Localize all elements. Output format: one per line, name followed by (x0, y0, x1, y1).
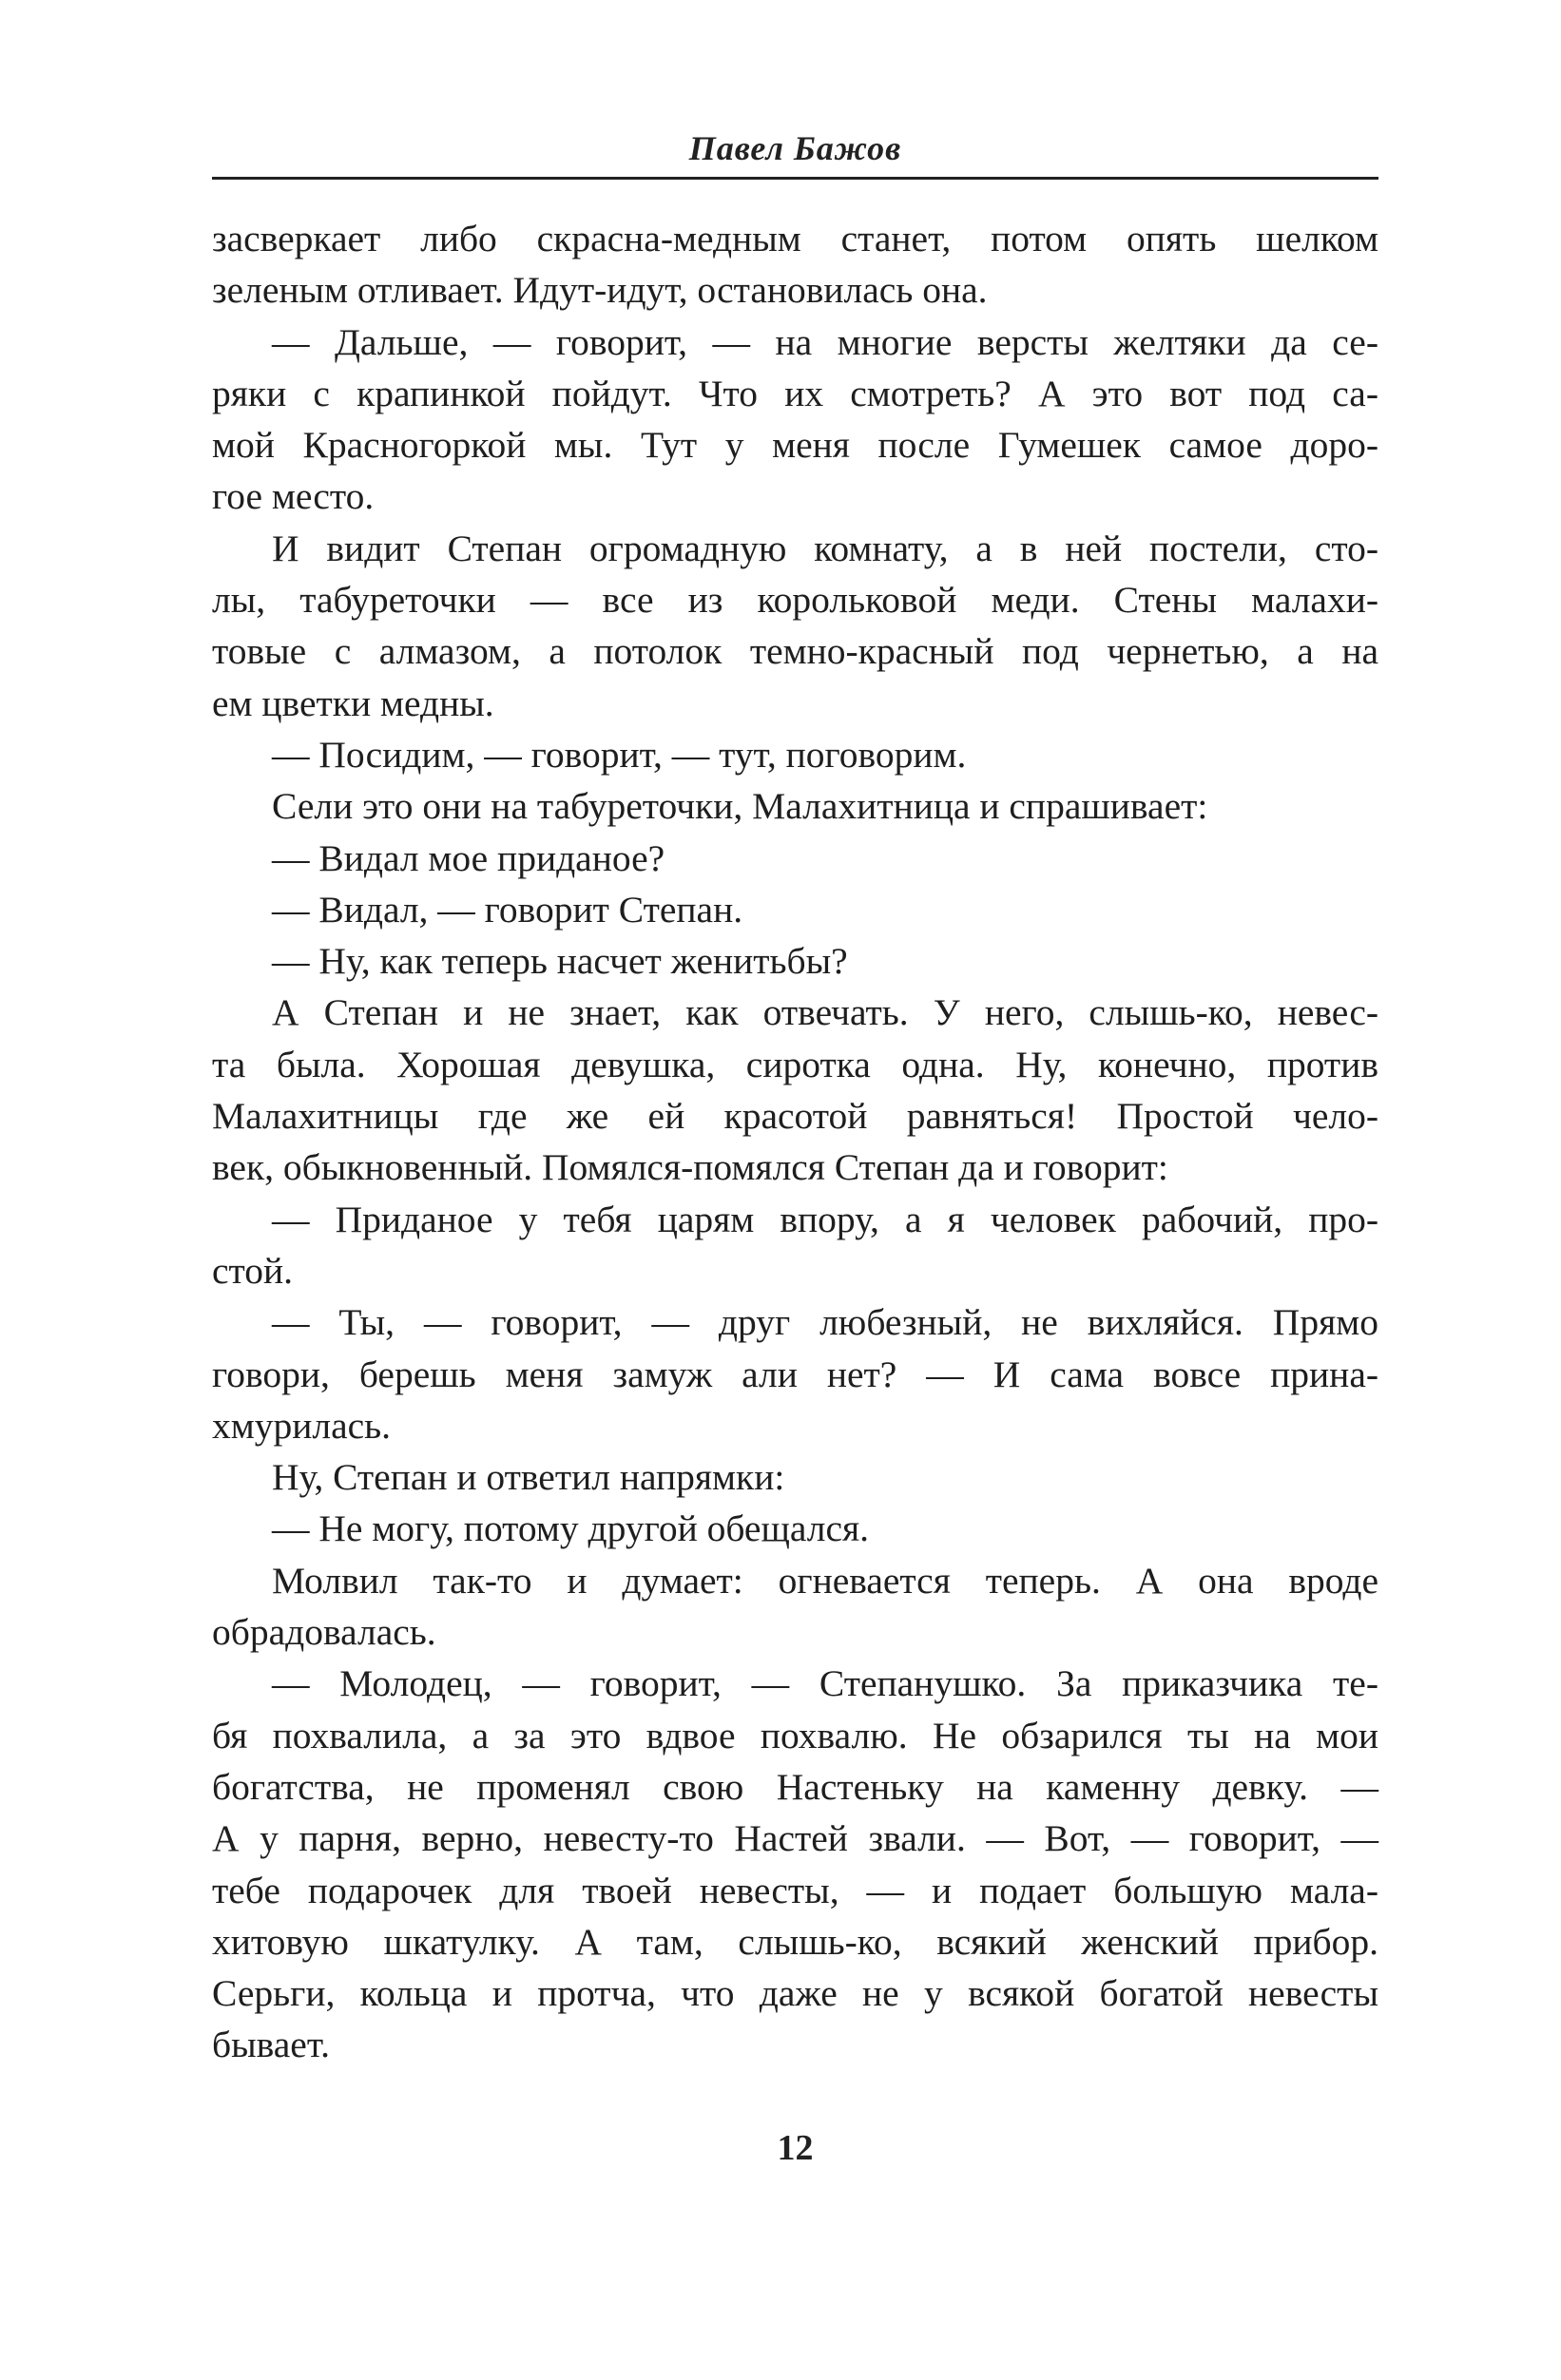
page-number: 12 (777, 2128, 814, 2168)
text-line: — Дальше, — говорит, — на многие версты желтяки да се- (272, 320, 1378, 363)
text-line: бя похвалила, а за это вдвое похвалю. Не обзарился ты на мои (212, 1714, 1378, 1756)
header-rule (212, 177, 1378, 180)
text-line: бывает. (212, 2024, 330, 2066)
body-text (212, 213, 1378, 2071)
text-line: — Не могу, потому другой обещался. (272, 1507, 870, 1550)
text-line: Серьги, кольца и протча, что даже не у всякой богатой невесты (212, 1972, 1378, 2015)
text-line: богатства, не променял свою Настеньку на каменну девку. — (212, 1765, 1378, 1808)
text-line: Малахитницы где же ей красотой равняться! Простой чело- (212, 1095, 1378, 1138)
text-line: А у парня, верно, невесту-то Настей звали. — Вот, — говорит, — (212, 1817, 1378, 1860)
text-line: обрадовалась. (212, 1611, 436, 1654)
text-line: гое место. (212, 475, 375, 518)
text-line: стой. (212, 1249, 294, 1292)
text-line: та была. Хорошая девушка, сиротка одна. Ну, конечно, против (212, 1043, 1378, 1085)
text-line: — Ну, как теперь насчет женитьбы? (272, 940, 848, 983)
text-line: Ну, Степан и ответил напрямки: (272, 1456, 785, 1499)
text-line: тебе подарочек для твоей невесты, — и подает большую мала- (212, 1869, 1378, 1911)
text-line: — Видал, — говорит Степан. (272, 888, 743, 931)
text-line: И видит Степан огромадную комнату, а в ней постели, сто- (272, 527, 1378, 569)
text-line: говори, берешь меня замуж али нет? — И сама вовсе прина- (212, 1353, 1378, 1395)
text-line: мой Красногоркой мы. Тут у меня после Гумешек самое доро- (212, 424, 1378, 467)
text-line: засверкает либо скрасна-медным станет, потом опять шелком (212, 218, 1378, 259)
text-line: — Посидим, — говорит, — тут, поговорим. (272, 733, 967, 776)
text-line: хмурилась. (212, 1404, 392, 1447)
text-line: век, обыкновенный. Помялся-помялся Степан да и говорит: (212, 1146, 1168, 1189)
text-line: А Степан и не знает, как отвечать. У него, слышь-ко, невес- (272, 991, 1378, 1034)
text-line: хитовую шкатулку. А там, слышь-ко, всякий женский прибор. (212, 1920, 1378, 1963)
text-line: — Видал мое приданое? (272, 836, 665, 879)
running-head: Павел Бажов (688, 129, 902, 167)
text-line: Молвил так-то и думает: огневается теперь. А она вроде (272, 1559, 1378, 1602)
text-line: лы, табуреточки — все из корольковой меди. Стены малахи- (212, 579, 1378, 622)
text-line: зеленым отливает. Идут-идут, остановилась она. (212, 269, 988, 312)
text-line: — Приданое у тебя царям впору, а я человек рабочий, про- (272, 1198, 1378, 1240)
text-line: товые с алмазом, а потолок темно-красный под чернетью, а на (212, 630, 1378, 673)
text-line: — Молодец, — говорит, — Степанушко. За приказчика те- (272, 1662, 1378, 1705)
text-line: ем цветки медны. (212, 681, 494, 724)
text-line: — Ты, — говорит, — друг любезный, не вихляйся. Прямо (272, 1301, 1378, 1344)
text-line: Сели это они на табуреточки, Малахитница и спрашивает: (272, 785, 1208, 828)
text-line: ряки с крапинкой пойдут. Что их смотреть? А это вот под са- (212, 372, 1378, 414)
